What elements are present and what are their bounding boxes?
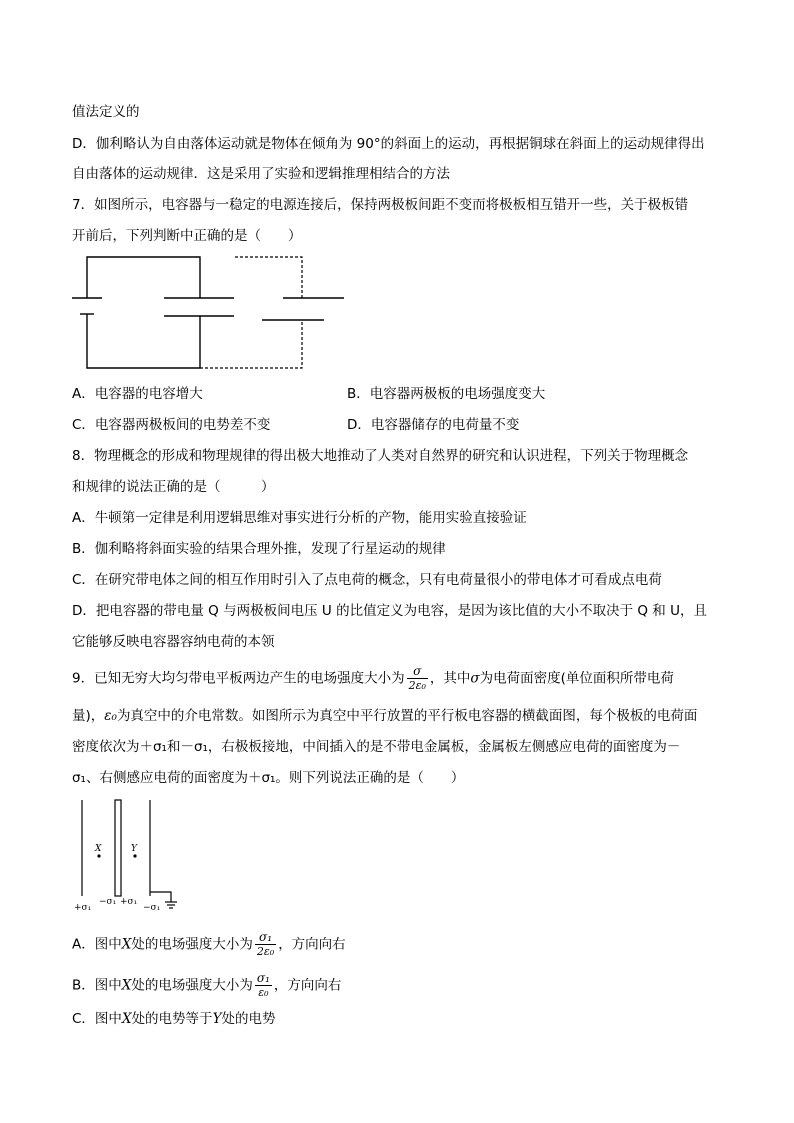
question-9-stem [72,665,674,692]
charge-label: +σ₁ [120,897,138,907]
question-7-stem: 开前后，下列判断中正确的是（ ） [72,228,302,244]
option-text: 处的电势等于 [131,1011,213,1027]
stem-text: 为电荷面密度(单位面积所带电荷 [479,670,674,687]
charge-label: −σ₁ [99,897,117,907]
stem-text: ，其中 [429,670,471,687]
option-text: 处的电势 [221,1011,276,1027]
option-d: D．电容器储存的电荷量不变 [347,417,520,433]
option-b: B．伽利略将斜面实验的结果合理外推，发现了行星运动的规律 [72,541,446,557]
option-d-cont: 它能够反映电容器容纳电荷的本领 [72,634,275,650]
question-9-stem: σ₁、右侧感应电荷的面密度为＋σ₁。则下列说法正确的是（ ） [72,770,465,786]
option-c [72,1010,275,1028]
fraction [255,931,276,958]
option-b [72,972,341,999]
option-text: A．图中 [72,936,122,953]
var-y: Y [212,1011,222,1027]
question-9-stem: 密度依次为＋σ₁和－σ₁，右极板接地，中间插入的是不带电金属板，金属板左侧感应电荷的面密度为－ [72,739,681,755]
point-x-label: X [95,844,102,854]
option-text: 处的电场强度大小为 [131,977,253,994]
option-b: B．电容器两极板的电场强度变大 [347,386,546,402]
epsilon-symbol: ε₀ [104,708,117,724]
fraction-numerator: σ₁ [255,931,276,945]
stem-text: 9．已知无穷大均匀带电平板两边产生的电场强度大小为 [72,670,405,687]
stem-text: 量)， [72,708,105,724]
option-text: ，方向向右 [278,936,346,953]
option-d: D．把电容器的带电量 Q 与两极板间电压 U 的比值定义为电容，是因为该比值的大小不取决于 Q 和 U，且 [72,603,707,619]
sigma-symbol: σ [470,670,480,687]
option-text: 处的电场强度大小为 [131,936,253,953]
option-a: A．牛顿第一定律是利用逻辑思维对事实进行分析的产物，能用实验直接验证 [72,510,527,526]
point-y-label: Y [131,844,137,854]
var-x: X [121,936,132,953]
question-9-stem [72,707,697,725]
option-a [72,931,346,958]
stem-text: 为真空中的介电常数。如图所示为真空中平行放置的平行板电容器的横截面图，每个极板的电荷面 [116,708,698,724]
fraction-denominator: ε₀ [258,986,269,999]
text-line: D．伽利略认为自由落体运动就是物体在倾角为 90°的斜面上的运动，再根据铜球在斜面上的运动规律得出 [72,136,705,152]
var-x: X [121,1011,132,1027]
question-7-stem: 7．如图所示，电容器与一稳定的电源连接后，保持两极板间距不变而将极板相互错开一些，关于极板错 [72,197,689,213]
charge-label: −σ₁ [143,903,161,913]
option-c: C．电容器两极板间的电势差不变 [72,417,271,433]
var-x: X [121,977,132,994]
fraction-numerator: σ [407,665,428,679]
fraction-numerator: σ₁ [256,971,270,985]
question-8-stem: 8．物理概念的形成和物理规律的得出极大地推动了人类对自然界的研究和认识进程，下列关于物理概念 [72,448,689,464]
option-c: C．在研究带电体之间的相互作用时引入了点电荷的概念，只有电荷量很小的带电体才可看成点电荷 [72,572,662,588]
option-text: C．图中 [72,1011,122,1027]
option-text: ，方向向右 [273,977,342,994]
fraction [407,665,428,692]
option-text: B．图中 [72,977,122,994]
question-8-stem: 和规律的说法正确的是（ ） [72,479,275,495]
capacitor-circuit-figure [70,254,350,372]
fraction-denominator: 2ε₀ [256,945,275,958]
fraction-denominator: 2ε₀ [408,679,426,692]
charge-label: +σ₁ [74,903,92,913]
text-line: 值法定义的 [72,104,140,120]
parallel-plate-figure [72,796,192,916]
text-line: 自由落体的运动规律．这是采用了实验和逻辑推理相结合的方法 [72,166,450,182]
fraction [255,972,272,999]
option-a: A．电容器的电容增大 [72,386,203,402]
